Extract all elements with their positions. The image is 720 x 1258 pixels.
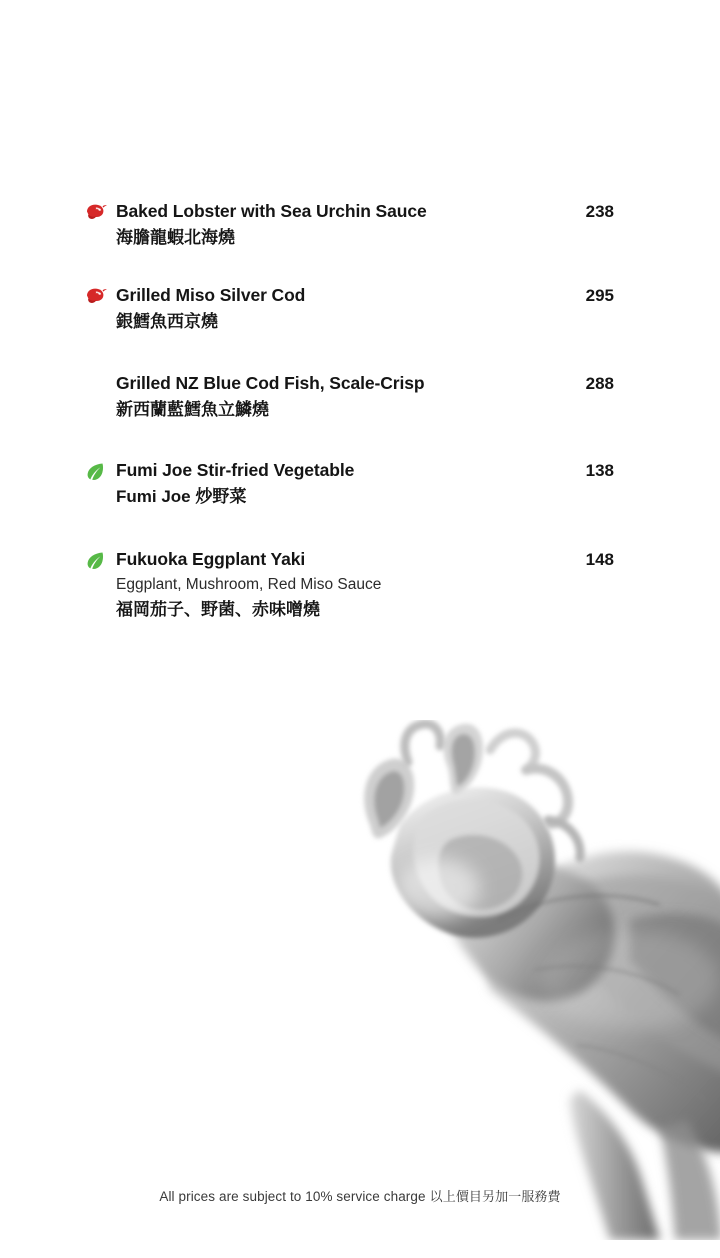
ink-wash-cow-illustration xyxy=(330,720,720,1240)
menu-item-name: Baked Lobster with Sea Urchin Sauce xyxy=(116,201,427,221)
menu-item-head xyxy=(116,459,614,483)
service-charge-note xyxy=(159,1186,560,1205)
menu-item xyxy=(84,284,614,334)
menu-item-head xyxy=(116,284,614,308)
menu-item-price: 148 xyxy=(585,549,614,569)
menu-item-head xyxy=(116,372,614,396)
menu-item-price: 288 xyxy=(585,374,614,394)
menu-item-head xyxy=(116,548,614,572)
menu-item-name: Fukuoka Eggplant Yaki xyxy=(116,548,306,569)
menu-item-list xyxy=(84,200,614,623)
shrimp-icon xyxy=(84,202,108,224)
menu-item-name-zh: 新西蘭藍鱈魚立鱗燒 xyxy=(116,399,269,419)
menu-item xyxy=(84,459,614,509)
menu-item xyxy=(84,200,614,250)
menu-item-name-zh: 福岡茄子、野菌、赤味噌燒 xyxy=(116,600,320,620)
service-charge-note-zh: 以上價目另加一服務費 xyxy=(429,1189,561,1204)
menu-item-name-zh: 海膽龍蝦北海燒 xyxy=(116,227,235,247)
menu-item-head xyxy=(116,200,614,224)
menu-item-description: Eggplant, Mushroom, Red Miso Sauce xyxy=(116,576,382,594)
menu-item-name-zh: 銀鱈魚西京燒 xyxy=(116,311,218,331)
leaf-icon xyxy=(84,550,108,572)
menu-item xyxy=(84,548,614,623)
menu-item xyxy=(84,372,614,422)
menu-item-name: Fumi Joe Stir-fried Vegetable xyxy=(116,460,355,481)
footer xyxy=(0,1186,720,1206)
leaf-icon xyxy=(84,461,108,483)
menu-item-price: 295 xyxy=(585,286,614,306)
shrimp-icon xyxy=(84,286,108,308)
service-charge-note-en: All prices are subject to 10% service charge xyxy=(159,1189,426,1204)
menu-item-price: 138 xyxy=(585,461,614,481)
menu-item-price: 238 xyxy=(585,202,614,221)
menu-item-name-zh: Fumi Joe 炒野菜 xyxy=(116,487,247,506)
menu-item-name: Grilled NZ Blue Cod Fish, Scale-Crisp xyxy=(116,373,425,394)
menu-item-name: Grilled Miso Silver Cod xyxy=(116,285,306,306)
